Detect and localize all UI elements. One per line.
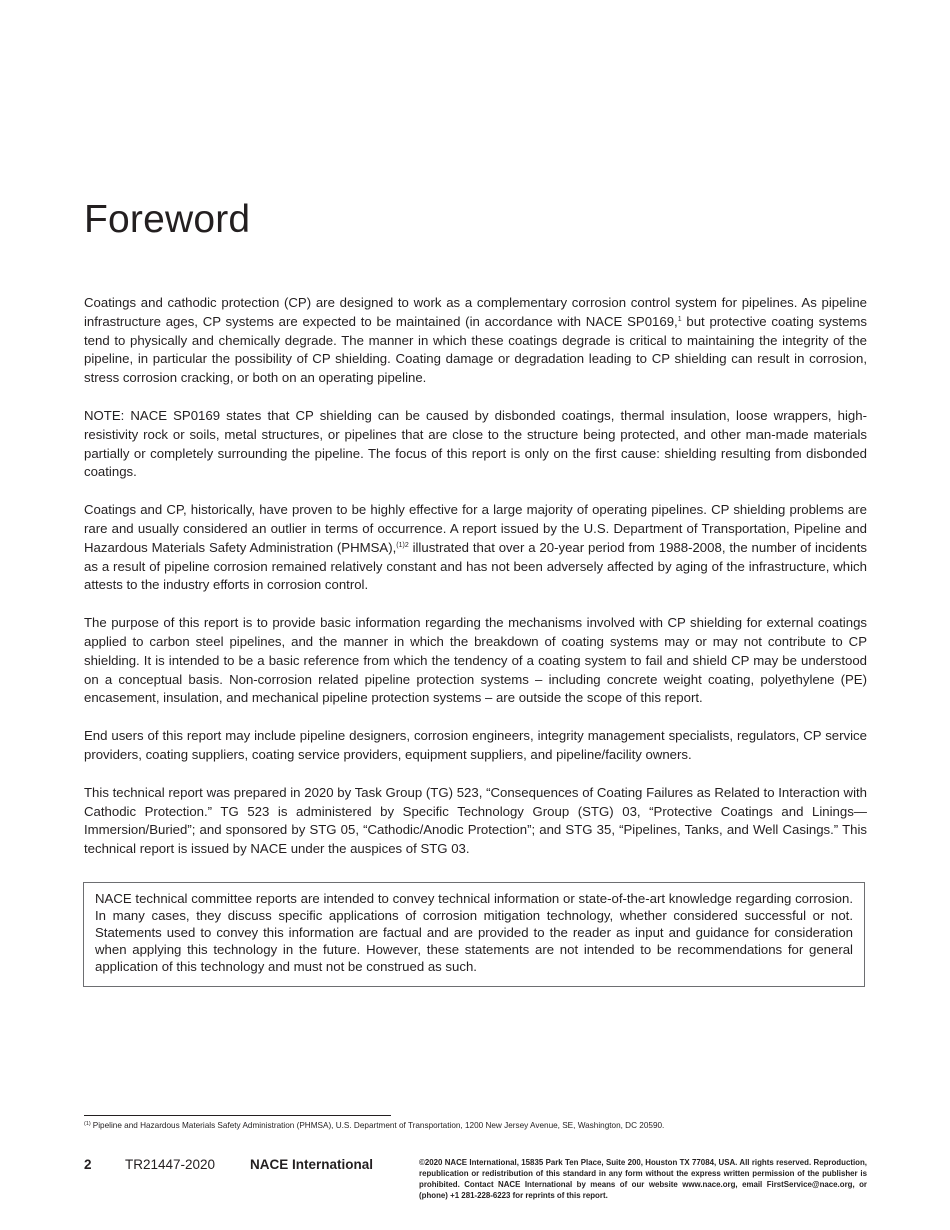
paragraph-purpose: The purpose of this report is to provide basic information regarding the mechanisms involved with CP shielding for external coatings applied to carbon steel pipelines, and the manner in which the breakdown of coating systems may or may not contribute to CP shielding. It is intended to be a basic reference from which the tendency of a coating system to fail and shield CP may be understood on a conceptual basis. Non-corrosion related pipeline protection systems – including concrete weight coating, polyethylene (PE) encasement, insulation, and mechanical pipeline protection systems – are outside the scope of this report. [84,615,867,706]
reference-1-superscript: 1 [677,315,682,323]
paragraph-note: NOTE: NACE SP0169 states that CP shielding can be caused by disbonded coatings, thermal insulation, loose wrappers, high-resistivity rock or soils, metal structures, or pipelines that are close to the structure being protected, and other man-made materials partially or completely surrounding the pipeline. The focus of this report is only on the first cause: shielding resulting from disbonded coatings. [84,407,867,480]
footnote-marker: (1) [84,1121,91,1127]
footnote [84,1121,664,1130]
paragraph-history [84,501,867,595]
reference-2-superscript: (1)2 [396,541,409,549]
page-title: Foreword [84,198,251,241]
body-text [84,294,867,878]
footnote-text: Pipeline and Hazardous Materials Safety Administration (PHMSA), U.S. Department of Transportation, 1200 New Jersey Avenue, SE, Washington, DC 20590. [92,1121,665,1130]
organization-name: NACE International [250,1157,374,1172]
paragraph-end-users: End users of this report may include pipeline designers, corrosion engineers, integrity management specialists, regulators, CP service providers, coating suppliers, coating service providers, equipment suppliers, and pipeline/facility owners. [84,728,867,762]
paragraph-intro [84,294,867,388]
copyright-notice: ©2020 NACE International, 15835 Park Ten Place, Suite 200, Houston TX 77084, USA. All rights reserved. Reproduction, republication or redistribution of this standard in any form without the express written permission of the publisher is prohibited. Contact NACE International by means of our website www.nace.org, email FirstService@nace.org, or (phone) +1 281-228-6223 for reprints of this report. [419,1158,867,1200]
paragraph-preparation: This technical report was prepared in 2020 by Task Group (TG) 523, “Consequences of Coating Failures as Related to Interaction with Cathodic Protection.” TG 523 is administered by Specific Technology Group (STG) 03, “Protective Coatings and Linings—Immersion/Buried”; and sponsored by STG 05, “Cathodic/Anodic Protection”; and STG 35, “Pipelines, Tanks, and Well Casings.” This technical report is issued by NACE under the auspices of STG 03. [84,784,867,857]
notice-box [83,882,865,987]
paragraph-history-text-b: illustrated that over a 20-year period from 1988-2008, the number of incidents as a result of pipeline corrosion remained relatively constant and has not been adversely affected by aging of the infrastructure, which attests to the industry efforts in corrosion control. [84,539,867,593]
page-number: 2 [84,1157,92,1172]
footnote-divider [84,1115,391,1116]
paragraph-intro-text-b: but protective coating systems tend to physically and chemically degrade. The manner in which these coatings degrade is critical to maintaining the integrity of the pipeline, in particular the possibility of CP shielding. Coating damage or degradation leading to CP shielding can result in corrosion, stress corrosion cracking, or both on an operating pipeline. [84,313,867,386]
notice-text: NACE technical committee reports are intended to convey technical information or state-of-the-art knowledge regarding corrosion. In many cases, they discuss specific applications of corrosion mitigation technology, whether considered successful or not. Statements used to convey this information are factual and are provided to the reader as input and guidance for consideration when applying this technology in the future. However, these statements are not intended to be recommendations for general application of this technology and must not be construed as such. [95,891,853,974]
paragraph-history-text-a: Coatings and CP, historically, have proven to be highly effective for a large majority of operating pipelines. CP shielding problems are rare and usually considered an outlier in terms of occurrence. A report issued by the U.S. Department of Transportation, Pipeline and Hazardous Materials Safety Administration (PHMSA), [84,502,867,555]
document-id: TR21447-2020 [125,1157,216,1172]
paragraph-intro-text-a: Coatings and cathodic protection (CP) are designed to work as a complementary corrosion control system for pipelines. As pipeline infrastructure ages, CP systems are expected to be maintained (in accordance with NACE SP0169, [84,295,867,329]
